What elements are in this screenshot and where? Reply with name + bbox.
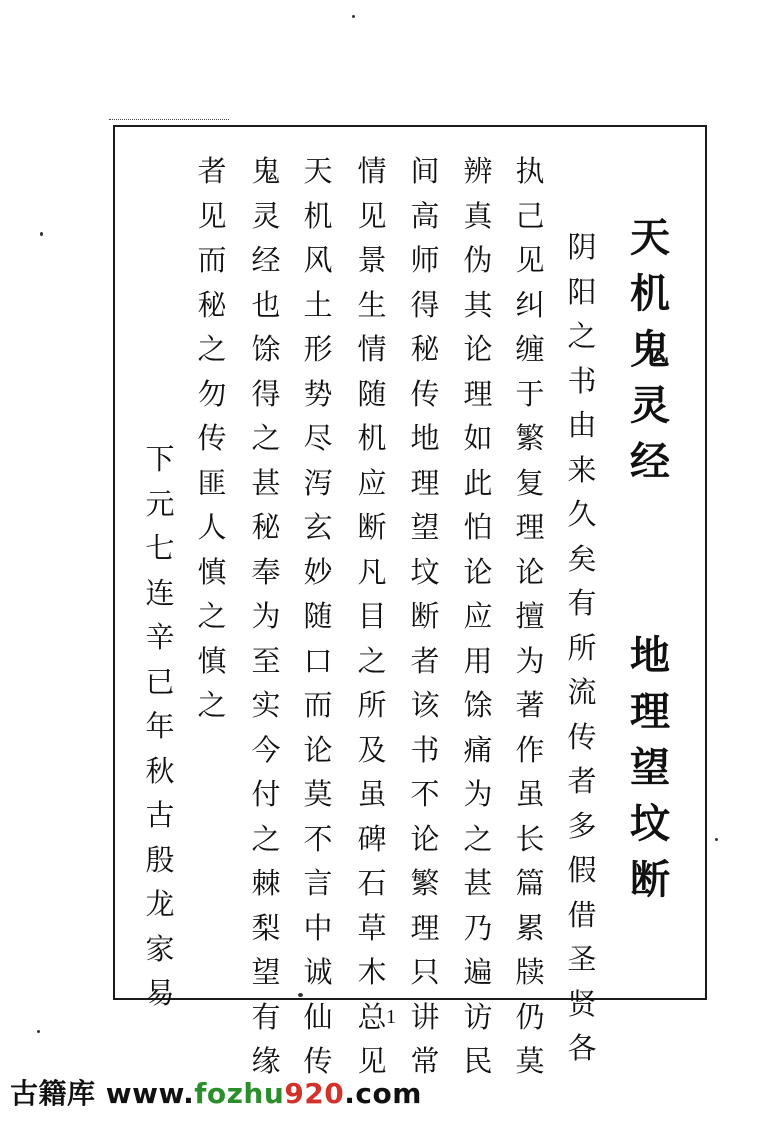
glyph: 口 — [303, 643, 333, 678]
glyph: 于 — [515, 376, 545, 411]
glyph: 势 — [303, 376, 333, 411]
url-number: 920 — [284, 1077, 345, 1110]
scan-speck — [37, 1030, 40, 1033]
glyph: 痛 — [463, 732, 493, 767]
glyph: 连 — [145, 575, 175, 610]
glyph: 缠 — [515, 332, 545, 366]
glyph: 见 — [357, 198, 387, 233]
glyph: 高 — [410, 198, 440, 233]
glyph: 断 — [630, 856, 670, 903]
glyph: 甚 — [463, 866, 493, 900]
glyph: 讲 — [410, 999, 440, 1034]
glyph: 所 — [567, 630, 597, 665]
glyph: 圣 — [567, 942, 597, 976]
glyph: 应 — [463, 599, 493, 633]
glyph: 风 — [303, 243, 333, 277]
glyph: 论 — [463, 554, 493, 589]
main-title — [630, 210, 670, 490]
glyph: 天 — [303, 154, 333, 188]
glyph: 匪 — [197, 465, 227, 500]
glyph: 常 — [410, 1044, 440, 1078]
glyph: 多 — [567, 808, 597, 843]
glyph: 纠 — [515, 287, 545, 322]
glyph: 甚 — [251, 465, 281, 500]
glyph: 言 — [303, 866, 333, 900]
glyph: 望 — [251, 955, 281, 989]
glyph: 草 — [357, 910, 387, 945]
glyph: 灵 — [630, 382, 670, 429]
glyph: 其 — [463, 287, 493, 322]
glyph: 不 — [303, 821, 333, 856]
glyph: 实 — [251, 688, 281, 722]
glyph: 灵 — [251, 198, 281, 233]
glyph: 秘 — [410, 332, 440, 366]
glyph: 见 — [197, 198, 227, 233]
glyph: 情 — [357, 154, 387, 188]
glyph: 木 — [357, 955, 387, 989]
glyph: 传 — [197, 421, 227, 455]
glyph: 该 — [410, 688, 440, 722]
glyph: 石 — [357, 866, 387, 900]
glyph: 莫 — [303, 777, 333, 811]
glyph: 篇 — [515, 866, 545, 900]
glyph: 殷 — [145, 842, 175, 877]
glyph: 至 — [251, 643, 281, 678]
glyph: 者 — [410, 643, 440, 678]
glyph: 执 — [515, 154, 545, 188]
glyph: 望 — [630, 744, 670, 791]
glyph: 牍 — [515, 955, 545, 989]
glyph: 为 — [463, 777, 493, 811]
glyph: 馀 — [251, 332, 281, 366]
glyph: 秋 — [145, 753, 175, 788]
glyph: 作 — [515, 732, 545, 767]
glyph: 棘 — [251, 866, 281, 900]
glyph: 而 — [303, 688, 333, 722]
glyph: 长 — [515, 821, 545, 856]
glyph: 传 — [303, 1044, 333, 1078]
glyph: 借 — [567, 897, 597, 932]
glyph: 奉 — [251, 554, 281, 589]
glyph: 用 — [463, 643, 493, 678]
text-column-4 — [405, 149, 445, 1084]
glyph: 断 — [410, 599, 440, 633]
glyph: 随 — [303, 599, 333, 633]
glyph: 之 — [197, 332, 227, 366]
glyph: 论 — [515, 554, 545, 589]
glyph: 玄 — [303, 510, 333, 544]
glyph: 家 — [145, 931, 175, 966]
glyph: 伪 — [463, 243, 493, 277]
glyph: 经 — [251, 243, 281, 277]
glyph: 莫 — [515, 1044, 545, 1078]
glyph: 为 — [251, 599, 281, 633]
glyph: 见 — [357, 1044, 387, 1078]
glyph: 繁 — [515, 421, 545, 455]
glyph: 妙 — [303, 554, 333, 589]
glyph: 鬼 — [251, 154, 281, 188]
glyph: 应 — [357, 465, 387, 500]
glyph: 真 — [463, 198, 493, 233]
glyph: 辛 — [145, 620, 175, 654]
glyph: 著 — [515, 688, 545, 722]
glyph: 民 — [463, 1044, 493, 1078]
glyph: 泻 — [303, 465, 333, 500]
glyph: 者 — [567, 764, 597, 798]
glyph: 只 — [410, 955, 440, 989]
glyph: 己 — [515, 198, 545, 233]
glyph: 阴 — [567, 230, 597, 264]
page-number: 1 — [386, 1006, 396, 1028]
glyph: 之 — [357, 643, 387, 678]
glyph: 贤 — [567, 986, 597, 1021]
glyph: 慎 — [197, 554, 227, 589]
glyph: 人 — [197, 510, 227, 544]
glyph: 得 — [410, 287, 440, 322]
scan-speck — [40, 232, 43, 236]
glyph: 付 — [251, 777, 281, 811]
glyph: 仍 — [515, 999, 545, 1034]
glyph: 乃 — [463, 910, 493, 945]
glyph: 地 — [410, 421, 440, 455]
glyph: 年 — [145, 709, 175, 743]
glyph: 慎 — [197, 643, 227, 678]
glyph: 得 — [251, 376, 281, 411]
glyph: 中 — [303, 910, 333, 945]
glyph: 诚 — [303, 955, 333, 989]
url-middle: fozhu — [194, 1077, 285, 1110]
glyph: 七 — [145, 531, 175, 565]
glyph: 生 — [357, 287, 387, 322]
glyph: 此 — [463, 465, 493, 500]
glyph: 凡 — [357, 554, 387, 589]
glyph: 总 — [357, 999, 387, 1034]
glyph: 勿 — [197, 376, 227, 411]
glyph: 及 — [357, 732, 387, 767]
glyph: 望 — [410, 510, 440, 544]
glyph: 机 — [357, 421, 387, 455]
text-column-7 — [246, 149, 286, 1084]
glyph: 理 — [410, 465, 440, 500]
glyph: 地 — [630, 632, 670, 679]
url-suffix: .com — [344, 1077, 422, 1110]
glyph: 之 — [463, 821, 493, 856]
glyph: 遍 — [463, 955, 493, 989]
glyph: 传 — [410, 376, 440, 411]
glyph: 土 — [303, 287, 333, 322]
glyph: 今 — [251, 732, 281, 767]
glyph: 各 — [567, 1031, 597, 1065]
glyph: 如 — [463, 421, 493, 455]
glyph: 累 — [515, 910, 545, 945]
glyph: 为 — [515, 643, 545, 678]
glyph: 之 — [251, 821, 281, 856]
glyph: 师 — [410, 243, 440, 277]
glyph: 有 — [567, 586, 597, 620]
glyph: 机 — [630, 270, 670, 317]
glyph: 而 — [197, 243, 227, 277]
glyph: 不 — [410, 777, 440, 811]
glyph: 理 — [515, 510, 545, 544]
glyph: 传 — [567, 719, 597, 754]
glyph: 久 — [567, 497, 597, 531]
glyph: 擅 — [515, 599, 545, 633]
glyph: 缘 — [251, 1044, 281, 1078]
glyph: 之 — [251, 421, 281, 455]
glyph: 梨 — [251, 910, 281, 945]
glyph: 理 — [410, 910, 440, 945]
glyph: 书 — [410, 732, 440, 767]
glyph: 论 — [463, 332, 493, 366]
glyph: 访 — [463, 999, 493, 1034]
glyph: 论 — [410, 821, 440, 856]
glyph: 之 — [567, 319, 597, 353]
url-prefix: www. — [105, 1077, 195, 1110]
glyph: 情 — [357, 332, 387, 366]
scan-speck — [715, 838, 718, 841]
glyph: 虽 — [515, 777, 545, 811]
text-column-8 — [192, 149, 232, 728]
glyph: 繁 — [410, 866, 440, 900]
glyph: 之 — [197, 599, 227, 633]
glyph: 下 — [145, 442, 175, 476]
glyph: 碑 — [357, 821, 387, 856]
glyph: 仙 — [303, 999, 333, 1034]
glyph: 随 — [357, 376, 387, 411]
text-column-1 — [562, 225, 602, 1071]
glyph: 元 — [145, 486, 175, 521]
glyph: 阳 — [567, 274, 597, 309]
glyph: 鬼 — [630, 326, 670, 373]
glyph: 已 — [145, 664, 175, 699]
glyph: 理 — [630, 688, 670, 735]
glyph: 怕 — [463, 510, 493, 544]
glyph: 来 — [567, 452, 597, 487]
scan-speck — [352, 15, 355, 18]
glyph: 龙 — [145, 887, 175, 921]
glyph: 论 — [303, 732, 333, 767]
glyph: 所 — [357, 688, 387, 722]
text-column-5 — [352, 149, 392, 1084]
glyph: 流 — [567, 675, 597, 709]
sub-title — [630, 628, 670, 908]
glyph: 书 — [567, 363, 597, 398]
glyph: 有 — [251, 999, 281, 1034]
glyph: 目 — [357, 599, 387, 633]
glyph: 者 — [197, 154, 227, 188]
glyph: 尽 — [303, 421, 333, 455]
glyph: 易 — [145, 976, 175, 1010]
glyph: 理 — [463, 376, 493, 411]
glyph: 之 — [197, 688, 227, 722]
glyph: 机 — [303, 198, 333, 233]
text-column-6 — [298, 149, 338, 1084]
glyph: 景 — [357, 243, 387, 277]
glyph: 古 — [145, 798, 175, 832]
glyph: 坟 — [630, 800, 670, 847]
watermark-footer — [10, 1072, 422, 1112]
glyph: 断 — [357, 510, 387, 544]
text-column-2 — [510, 149, 550, 1084]
glyph: 虽 — [357, 777, 387, 811]
signature-column — [140, 437, 180, 1016]
text-column-3 — [458, 149, 498, 1084]
scan-speck — [298, 993, 303, 997]
glyph: 由 — [567, 408, 597, 442]
glyph: 秘 — [197, 287, 227, 322]
glyph: 矣 — [567, 541, 597, 576]
glyph: 间 — [410, 154, 440, 188]
glyph: 经 — [630, 438, 670, 485]
glyph: 也 — [251, 287, 281, 322]
glyph: 形 — [303, 332, 333, 366]
glyph: 假 — [567, 853, 597, 887]
glyph: 天 — [630, 214, 670, 261]
glyph: 复 — [515, 465, 545, 500]
glyph: 坟 — [410, 554, 440, 589]
glyph: 馀 — [463, 688, 493, 722]
glyph: 见 — [515, 243, 545, 277]
glyph: 辨 — [463, 154, 493, 188]
site-name: 古籍库 — [10, 1077, 96, 1110]
glyph: 秘 — [251, 510, 281, 544]
